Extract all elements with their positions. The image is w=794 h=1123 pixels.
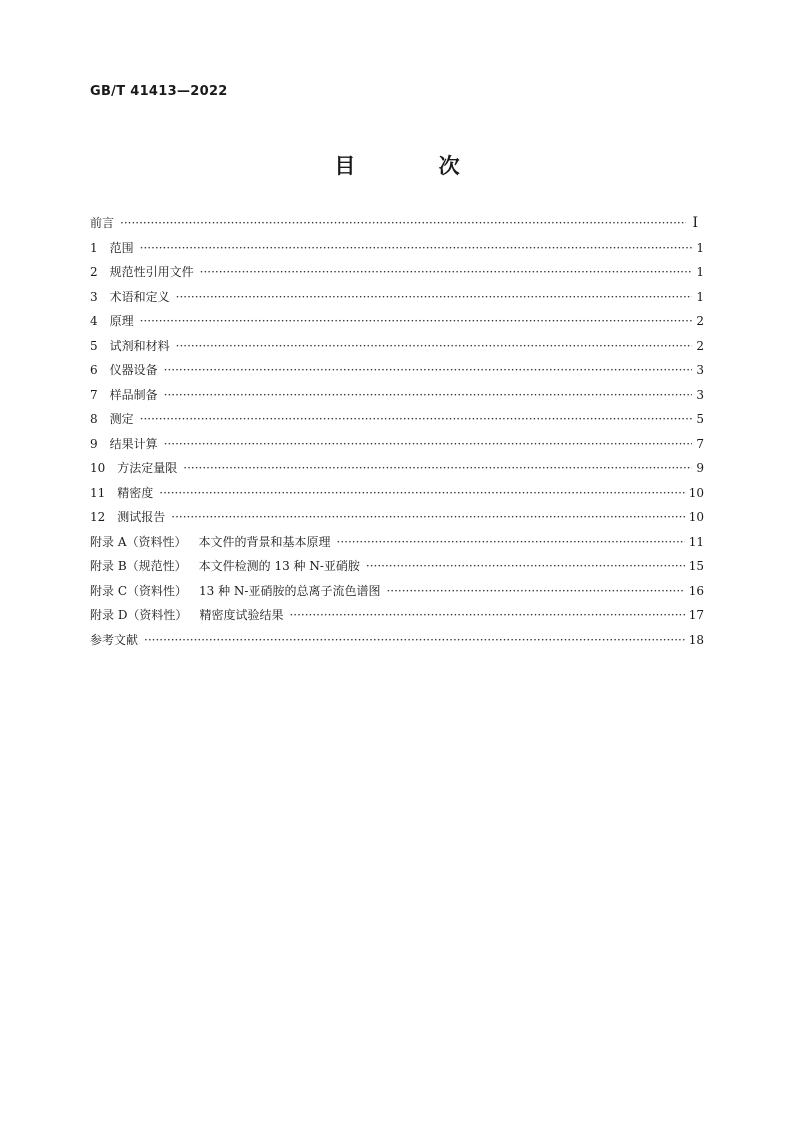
toc-entry[interactable] — [90, 533, 704, 558]
toc-entry[interactable] — [90, 435, 704, 460]
toc-entry-title: 13 种 N-亚硝胺的总离子流色谱图 — [199, 583, 381, 598]
toc-entry-number: 2 — [90, 265, 98, 279]
toc-entry-label — [90, 435, 158, 452]
toc-page-number: 10 — [688, 510, 704, 524]
toc-page-number: 2 — [696, 338, 704, 353]
toc-page-number: 10 — [688, 485, 704, 500]
toc-leader-dots — [289, 608, 684, 622]
toc-entry[interactable] — [90, 508, 704, 533]
toc-entry-text: 范围 — [109, 240, 134, 255]
toc-entry-label — [90, 337, 170, 354]
toc-entry[interactable] — [90, 557, 704, 582]
toc-leader-dots — [386, 584, 684, 598]
toc-leader-dots — [140, 412, 692, 426]
toc-entry-label — [90, 557, 360, 574]
toc-page-number: Ⅰ — [692, 215, 698, 231]
toc-leader-dots — [171, 510, 684, 524]
toc-entry-label — [90, 239, 134, 256]
toc-entry-label — [90, 361, 158, 378]
toc-leader-dots — [366, 559, 685, 573]
toc-entry-number: 6 — [90, 363, 98, 377]
toc-leader-dots — [200, 265, 692, 279]
toc-leader-dots — [144, 633, 685, 647]
toc-entry-text: 前言 — [90, 216, 115, 230]
toc-entry-number: 10 — [90, 461, 106, 475]
toc-entry[interactable] — [90, 386, 704, 411]
toc-entry-label — [90, 263, 194, 280]
toc-entry-label — [90, 410, 134, 427]
toc-page-number: 1 — [696, 289, 704, 304]
toc-entry-label — [90, 386, 158, 403]
toc-entry-title: 本文件的背景和基本原理 — [198, 534, 331, 549]
toc-leader-dots — [164, 363, 692, 377]
toc-entry-title: 精密度试验结果 — [199, 608, 284, 622]
toc-entry-number: 8 — [90, 412, 98, 426]
toc-entry-number: 12 — [90, 510, 106, 524]
toc-entry-text: 原理 — [109, 314, 134, 328]
toc-entry-text: 附录 C（资料性） — [90, 583, 187, 598]
toc-entry[interactable] — [90, 239, 704, 264]
toc-entry-label — [90, 508, 165, 525]
toc-entry-label — [90, 533, 331, 550]
toc-page-number: 11 — [688, 534, 704, 549]
toc-entry-number: 9 — [90, 436, 98, 451]
toc-entry-label — [90, 214, 114, 231]
toc-page-number: 1 — [696, 265, 704, 279]
toc-entry[interactable] — [90, 214, 704, 239]
toc-entry-label — [90, 288, 170, 305]
toc-page-number: 7 — [696, 436, 704, 451]
toc-entry-label — [90, 606, 283, 623]
toc-page-number: 18 — [688, 632, 704, 647]
toc-entry-text: 附录 A（资料性） — [90, 534, 187, 549]
toc-leader-dots — [159, 486, 684, 500]
toc-entry[interactable] — [90, 606, 704, 631]
toc-entry-text: 规范性引用文件 — [109, 265, 194, 279]
toc-entry[interactable] — [90, 361, 704, 386]
toc-page-number: 17 — [688, 608, 704, 622]
toc-title: 目 次 — [334, 154, 498, 178]
standard-code: GB/T 41413—2022 — [90, 84, 228, 99]
table-of-contents — [90, 214, 704, 655]
toc-entry-number: 11 — [90, 485, 106, 500]
toc-page-number: 16 — [688, 583, 704, 598]
toc-page-number: 9 — [696, 461, 704, 475]
toc-page-number: 15 — [688, 559, 704, 573]
toc-page-number: 3 — [696, 387, 704, 402]
toc-leader-dots — [176, 290, 692, 304]
toc-entry-number: 7 — [90, 387, 98, 402]
toc-entry-text: 仪器设备 — [109, 363, 158, 377]
toc-page-number: 1 — [696, 240, 704, 255]
toc-entry-label — [90, 312, 134, 329]
toc-entry-text: 附录 D（资料性） — [90, 608, 188, 622]
toc-entry[interactable] — [90, 410, 704, 435]
toc-entry-text: 样品制备 — [109, 387, 158, 402]
toc-entry-title: 本文件检测的 13 种 N-亚硝胺 — [198, 559, 360, 573]
toc-leader-dots — [140, 241, 692, 255]
toc-entry-text: 术语和定义 — [109, 289, 170, 304]
toc-entry[interactable] — [90, 631, 704, 656]
toc-leader-dots — [164, 388, 692, 402]
toc-entry[interactable] — [90, 337, 704, 362]
toc-entry[interactable] — [90, 288, 704, 313]
toc-entry-label — [90, 631, 138, 648]
toc-entry-text: 参考文献 — [90, 632, 139, 647]
toc-leader-dots — [164, 437, 692, 451]
toc-entry[interactable] — [90, 582, 704, 607]
toc-entry-label — [90, 484, 153, 501]
toc-page-number: 3 — [696, 363, 704, 377]
toc-leader-dots — [140, 314, 692, 328]
toc-entry-text: 结果计算 — [109, 436, 158, 451]
toc-entry-number: 3 — [90, 289, 98, 304]
toc-entry-text: 方法定量限 — [117, 461, 178, 475]
toc-entry-number: 1 — [90, 240, 98, 255]
toc-entry-text: 精密度 — [117, 485, 154, 500]
toc-entry[interactable] — [90, 484, 704, 509]
toc-entry-text: 附录 B（规范性） — [90, 559, 187, 573]
toc-entry[interactable] — [90, 312, 704, 337]
toc-entry-label — [90, 582, 380, 599]
toc-entry-label — [90, 459, 177, 476]
toc-entry[interactable] — [90, 459, 704, 484]
toc-entry-text: 试剂和材料 — [109, 338, 170, 353]
toc-entry-number: 5 — [90, 338, 98, 353]
toc-page-number: 5 — [696, 412, 704, 426]
toc-leader-dots — [176, 339, 692, 353]
toc-leader-dots — [337, 535, 685, 549]
toc-entry-text: 测定 — [109, 412, 134, 426]
toc-entry-text: 测试报告 — [117, 510, 166, 524]
toc-leader-dots — [120, 216, 686, 230]
toc-page-number: 2 — [696, 314, 704, 328]
toc-entry[interactable] — [90, 263, 704, 288]
toc-leader-dots — [183, 461, 692, 475]
toc-entry-number: 4 — [90, 314, 98, 328]
